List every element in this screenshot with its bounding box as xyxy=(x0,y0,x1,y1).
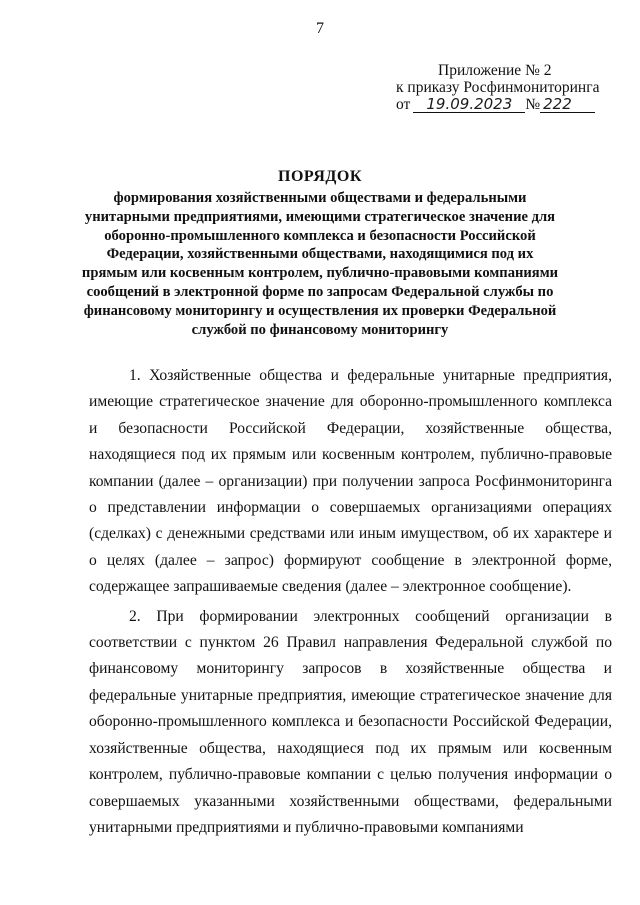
handwritten-number: 222 xyxy=(540,96,595,113)
appendix-date-row xyxy=(396,96,626,113)
appendix-header xyxy=(396,62,626,113)
document-subtitle: формирования хозяйственными обществами и федеральными унитарными предприятиями, имеющими стратегическое значение для оборонно-промышленного комплекса и безопасности Российской Федерации, хозяйственными обществами, находящимися под их прямым или косвенным контролем, публично-правовыми компаниями сообщений в электронной форме по запросам Федеральной службы по финансовому мониторингу и осуществления их проверки Федеральной службой по финансовому мониторингу xyxy=(81,190,559,338)
paragraph-2: 2. При формировании электронных сообщений организации в соответствии с пунктом 26 Правил направления Федеральной службой по финансовому мониторингу запросов в хозяйственные общества и федеральные унитарные предприятия, имеющие стратегическое значение для оборонно-промышленного комплекса и безопасности Российской Федерации, хозяйственные общества, находящиеся под их прямым или косвенным контролем, публично-правовые компании с целью получения информации о совершаемых указанными хозяйственными обществами, федеральными унитарными предприятиями и публично-правовыми компаниями xyxy=(89,607,612,836)
paragraph-1: 1. Хозяйственные общества и федеральные унитарные предприятия, имеющие стратегическое значение для оборонно-промышленного комплекса и безопасности Российской Федерации, хозяйственные общества, находящиеся под их прямым или косвенным контролем, публично-правовые компании (далее – организации) при получении запроса Росфинмониторинга о представлении информации о совершаемых организациями операциях (сделках) с денежными средствами или иным имуществом, об их характере и о целях (далее – запрос) формируют сообщение в электронной форме, содержащее запрашиваемые сведения (далее – электронное сообщение). xyxy=(89,367,612,596)
document-body xyxy=(89,363,612,844)
document-title-block xyxy=(78,168,562,339)
number-label: № xyxy=(525,96,541,113)
handwritten-date: 19.09.2023 xyxy=(413,96,525,113)
document-heading: ПОРЯДОК xyxy=(278,168,362,185)
appendix-order-reference: к приказу Росфинмониторинга xyxy=(396,79,600,96)
from-label: от xyxy=(396,96,411,113)
page-number: 7 xyxy=(316,20,324,37)
appendix-title: Приложение № 2 xyxy=(438,62,552,79)
